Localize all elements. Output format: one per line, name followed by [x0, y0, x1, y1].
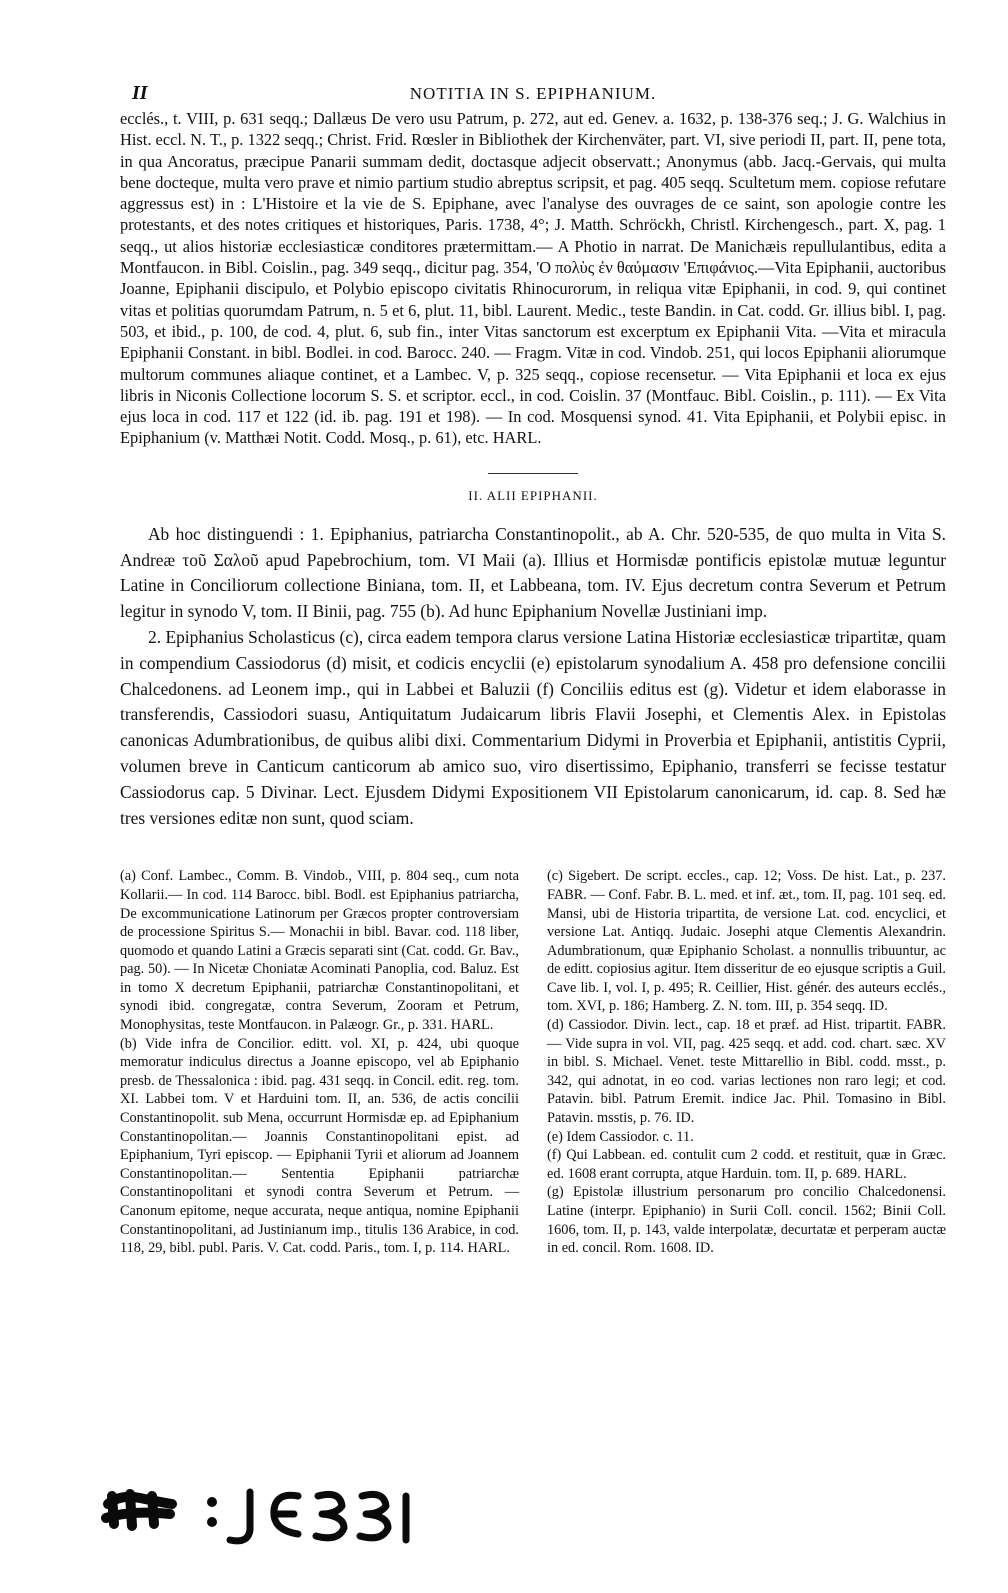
footnote-c: (c) Sigebert. De script. eccles., cap. 12; Voss. De hist. Lat., p. 237. FABR. — Conf. Fabr. B. L. med. et inf. æt., tom. II, pag. 101 seq. ed. Mansi, ubi de Historia tripartita, de versione Lat. cod. encyclici, et versione Lat. Antiqq. Judaic. Josephi atque Clementis Alexandrin. Adumbrationum, quæ Epiphanio Scholast. a nonnullis tribuuntur, ac de editt. copiosius agitur. Item disseritur de eo ejusque scriptis a Guil. Cave lib. I, vol. I, p. 495; R. Ceillier, Hist. génér. des auteurs ecclés., tom. XVI, p. 186; Hamberg. Z. N. tom. III, p. 354 seqq. ID.	[547, 868, 946, 1015]
footnote-d: (d) Cassiodor. Divin. lect., cap. 18 et præf. ad Hist. tripartit. FABR.— Vide supra in vol. VII, pag. 425 seqq. et add. cod. chart. sæc. XV in bibl. S. Michael. Venet. teste Mittarellio in Bibl. codd. msst., p. 342, qui adnotat, in eo cod. varias lectiones non raro legi; et cod. Patavin. bibl. Patrum Eremit. indice Jac. Phil. Tomasino in Bibl. Patavin. msstis, p. 76. ID.	[547, 1017, 946, 1127]
top-paragraph: ecclés., t. VIII, p. 631 seqq.; Dallæus De vero usu Patrum, p. 272, aut ed. Genev. a. 1632, p. 138-376 seq.; J. G. Walchius in Hist. eccl. N. T., p. 1322 seqq.; Christ. Frid. Rœsler in Bibliothek der Kirchenväter, part. VI, sive periodi II, part. II, pene tota, in qua Ancoratus, præcipue Panarii summam dedit, doctasque adjecit observatt.; Anonymus (abb. Jacq.-Gervais, qui multa bene docteque, multa vero prave et nimio partium studio abreptus scripsit, et pag. 405 seqq. Scultetum mem. copiose refutare aggressus est) in : L'Histoire et la vie de S. Epiphane, avec l'analyse des ouvrages de ce saint, son apologie contre les protestants, et des notes critiques et historiques, Paris. 1738, 4°; J. Matth. Schröckh, Christl. Kirchengesch., part. X, pag. 1 seqq., ut alios historiæ ecclesiasticæ conditores prætermittam.— A Photio in narrat. De Manichæis repullulantibus, edita a Montfaucon. in Bibl. Coislin., pag. 349 seqq., dicitur pag. 354, 'Ο πολὺς ἐν θαύμασιν 'Επιφάνιος.—Vita Epiphanii, auctoribus Joanne, Epiphanii discipulo, et Polybio episcopo civitatis Rhinocurorum, in reliqua vitæ Epiphanii, in cod. 9, qui continet vitas et politias quorumdam Patrum, n. 5 et 6, plut. 11, bibl. Laurent. Medic., teste Bandin. in Cat. codd. Gr. illius bibl. I, pag. 503, et ibid., p. 100, de cod. 4, plut. 6, sub fin., inter Vitas sanctorum est excerptum ex Epiphanii Vita. —Vita et miracula Epiphanii Constant. in bibl. Bodlei. in cod. Barocc. 240. — Fragm. Vitæ in cod. Vindob. 251, qui locos Epiphanii aliorumque multorum communes aliaque continet, et a Lambec. V, p. 325 seqq., copiose recensetur. — Vita Epiphanii et loca ex ejus libris in Niconis Collectione locorum S. S. et scriptor. eccl., in cod. Coislin. 37 (Montfauc. Bibl. Coislin., p. 111). — Ex Vita ejus loca in cod. 117 et 122 (id. ib. pag. 191 et 198). — In cod. Mosquensi synod. 41. Vita Epiphanii, et Polybii episc. in Epiphanium (v. Matthæi Notit. Codd. Mosq., p. 61), etc. HARL.	[120, 109, 946, 448]
section-divider	[488, 473, 578, 474]
footnote-e: (e) Idem Cassiodor. c. 11.	[547, 1128, 694, 1145]
footnote-g: (g) Epistolæ illustrium personarum pro concilio Chalcedonensi. Latine (interpr. Epiphanio) in Surii Coll. concil. 1562; Binii Coll. 1606, tom. II, p. 143, valde interpolatæ, decurtatæ et perperam auctæ in ed. concil. Rom. 1608. ID.	[547, 1184, 946, 1257]
page-number: II	[132, 82, 148, 104]
section-title: II. ALII EPIPHANII.	[468, 487, 598, 503]
footnote-b: (b) Vide infra de Concilior. editt. vol. XI, p. 424, ubi quoque memoratur indiculus directus a Joanne episcopo, vel ab Epiphanio presb. de Thessalonica : ibid. pag. 431 seqq. in Concil. edit. reg. tom. XI. Labbei tom. V et Harduini tom. II, an. 536, de actis concilii Constantinopolit. sub Mena, occurrunt Hormisdæ ep. ad Epiphanium Constantinopolitan.— Joannis Constantinopolitani epist. ad Epiphanium, Tyri episcop. — Epiphanii Tyrii et aliorum ad Joannem Constantinopolitan.— Sententia Epiphanii patriarchæ Constantinopolitani et synodi contra Severum et Petrum. — Canonum epitome, neque accurata, neque antiqua, nomine Epiphanii Constantinopolitani, ad Justinianum imp., titulis 136 Arabice, in cod. 118, 29, bibl. publ. Paris. V. Cat. codd. Paris., tom. I, p. 114. HARL.	[120, 1035, 519, 1257]
running-header	[120, 78, 946, 108]
footnotes	[120, 867, 946, 1257]
footnotes-right-column	[547, 867, 946, 1257]
running-title: NOTITIA IN S. EPIPHANIUM.	[409, 84, 657, 103]
body-paragraph-2: 2. Epiphanius Scholasticus (c), circa eadem tempora clarus versione Latina Historiæ ecclesiasticæ tripartitæ, quam in compendium Cassiodorus (d) misit, et codicis encyclii (e) epistolarum synodalium A. 458 pro defensione concilii Chalcedonens. ad Leonem imp., qui in Labbei et Baluzii (f) Conciliis editus est (g). Videtur et idem elaborasse in transferendis, Cassiodori suasu, Antiquitatum Judaicarum libris Flavii Josephi, et Clementis Alex. in Epistolas canonicas Adumbrationibus, de quibus alibi dixi. Commentarium Didymi in Proverbia et Epiphanii, antistitis Cyprii, volumen breve in Canticum canticorum ab amico suo, viro disertissimo, Epiphanio, transferri se fecisse testatur Cassiodorus cap. 5 Divinar. Lect. Ejusdem Didymi Expositionem VII Epistolarum canonicarum, id. cap. 8. Sed hæ tres versiones editæ non sunt, quod sciam.	[120, 626, 946, 828]
footnote-a: (a) Conf. Lambec., Comm. B. Vindob., VIII, p. 804 seq., cum nota Kollarii.— In cod. 114 Barocc. bibl. Bodl. est Epiphanius patriarcha, De excommunicatione Latinorum per Græcos propter controversiam de processione Spiritus S.— Monachii in bibl. Bavar. cod. 118 liber, quomodo et quando Latini a Græcis separati sint (Cat. codd. Gr. Bav., pag. 50). — In Nicetæ Choniatæ Acominati Panoplia, cod. Baluz. Est in tomo X decretum Epiphanii, patriarchæ Constantinopolitani, et synodi ibid. congregatæ, contra Severum, Zooram et Petrum, Monophysitas, teste Montfaucon. in Palæogr. Gr., p. 331. HARL.	[120, 868, 519, 1034]
footnotes-left-column	[120, 867, 519, 1257]
library-stamp	[100, 1474, 430, 1554]
footnote-f: (f) Qui Labbean. ed. contulit cum 2 codd. et restituit, quæ in Græc. ed. 1608 erant corrupta, atque Harduin. tom. II, p. 689. HARL.	[547, 1147, 946, 1182]
body-paragraph-1: Ab hoc distinguendi : 1. Epiphanius, patriarcha Constantinopolit., ab A. Chr. 520-535, de quo multa in Vita S. Andreæ τοῦ Σαλοῦ apud Papebrochium, tom. VI Maii (a). Illius et Hormisdæ pontificis epistolæ mutuæ leguntur Latine in Conciliorum collectione Biniana, tom. II, et Labbeana, tom. IV. Ejus decretum contra Severum et Petrum legitur in synodo V, tom. II Binii, pag. 755 (b). Ad hunc Epiphanium Novellæ Justiniani imp.	[120, 523, 946, 622]
